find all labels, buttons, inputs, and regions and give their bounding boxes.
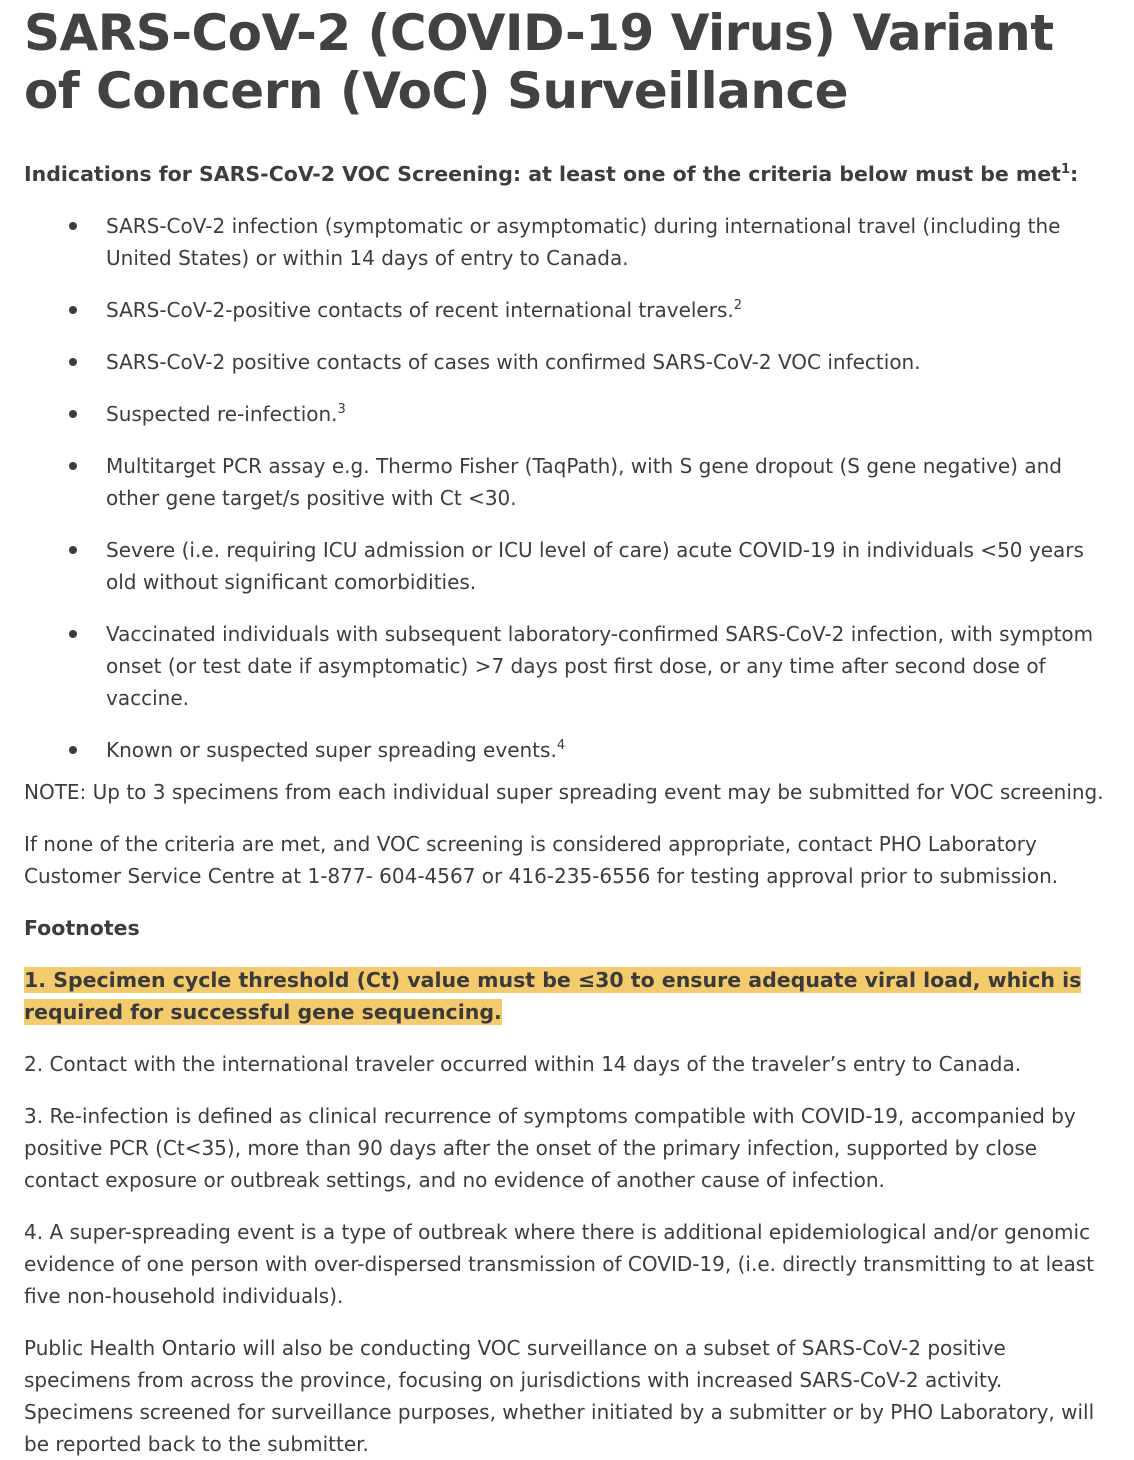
footnotes-heading: Footnotes	[24, 916, 140, 940]
list-item	[24, 450, 1110, 514]
footnote-ref-2: 2	[733, 298, 743, 313]
bullet-icon	[69, 462, 77, 470]
bullet-icon	[69, 546, 77, 554]
footnote-3: 3. Re-infection is defined as clinical recurrence of symptoms compatible with COVID-19, accompanied by positive PCR (Ct<35), more than 90 days after the onset of the primary infection, supported by close contact exposure or outbreak settings, and no evidence of another cause of infection.	[24, 1104, 1076, 1192]
bullet-icon	[69, 410, 77, 418]
page-title: SARS-CoV-2 (COVID-19 Virus) Variant of Concern (VoC) Surveillance	[24, 4, 1054, 120]
footnote-4: 4. A super-spreading event is a type of outbreak where there is additional epidemiological and/or genomic evidence of one person with over-dispersed transmission of COVID-19, (i.e. directly transmitting to at least five non-household individuals).	[24, 1220, 1094, 1308]
list-item	[24, 294, 1110, 326]
highlighted-footnote-text: 1. Specimen cycle threshold (Ct) value must be ≤30 to ensure adequate viral load, which is required for successful gene sequencing.	[24, 968, 1082, 1024]
bullet-icon	[69, 746, 77, 754]
criterion-text: SARS-CoV-2 infection (symptomatic or asymptomatic) during international travel (including the United States) or within 14 days of entry to Canada.	[106, 214, 1061, 270]
criterion-text: Severe (i.e. requiring ICU admission or ICU level of care) acute COVID-19 in individuals <50 years old without significant comorbidities.	[106, 538, 1084, 594]
indications-heading-suffix: :	[1070, 162, 1079, 186]
list-item	[24, 210, 1110, 274]
closing-paragraph: Public Health Ontario will also be conducting VOC surveillance on a subset of SARS-CoV-2 positive specimens from across the province, focusing on jurisdictions with increased SARS-CoV-2 activity. Specimens screened for surveillance purposes, whether initiated by a submitter or by PHO Laboratory, will be reported back to the submitter.	[24, 1336, 1095, 1456]
criterion-text: SARS-CoV-2-positive contacts of recent international travelers.	[106, 298, 734, 322]
criterion-text: Known or suspected super spreading events.	[106, 738, 557, 762]
list-item	[24, 534, 1110, 598]
criterion-text: SARS-CoV-2 positive contacts of cases with confirmed SARS-CoV-2 VOC infection.	[106, 350, 921, 374]
indications-heading-text: Indications for SARS-CoV-2 VOC Screening: at least one of the criteria below must be met	[24, 162, 1061, 186]
contact-paragraph: If none of the criteria are met, and VOC screening is considered appropriate, contact PHO Laboratory Customer Service Centre at 1-877- 604-4567 or 416-235-6556 for testing approval prior to submission.	[24, 832, 1059, 888]
indications-heading	[24, 158, 1110, 190]
criterion-text: Vaccinated individuals with subsequent laboratory-confirmed SARS-CoV-2 infection, with symptom onset (or test date if asymptomatic) >7 days post first dose, or any time after second dose of vaccine.	[106, 622, 1094, 710]
list-item	[24, 734, 1110, 766]
document-page	[0, 4, 1134, 1460]
footnote-1	[24, 964, 1110, 1028]
criterion-text: Multitarget PCR assay e.g. Thermo Fisher (TaqPath), with S gene dropout (S gene negative) and other gene target/s positive with Ct <30.	[106, 454, 1062, 510]
list-item	[24, 618, 1110, 714]
footnote-ref-4: 4	[556, 738, 566, 753]
bullet-icon	[69, 306, 77, 314]
bullet-icon	[69, 358, 77, 366]
criterion-text: Suspected re-infection.	[106, 402, 338, 426]
criteria-list	[24, 210, 1110, 766]
footnote-ref-1: 1	[1060, 162, 1071, 177]
note-paragraph: NOTE: Up to 3 specimens from each individual super spreading event may be submitted for VOC screening.	[24, 780, 1104, 804]
footnote-2: 2. Contact with the international traveler occurred within 14 days of the traveler’s entry to Canada.	[24, 1052, 1022, 1076]
list-item	[24, 346, 1110, 378]
bullet-icon	[69, 630, 77, 638]
list-item	[24, 398, 1110, 430]
bullet-icon	[69, 222, 77, 230]
footnote-ref-3: 3	[337, 402, 346, 417]
